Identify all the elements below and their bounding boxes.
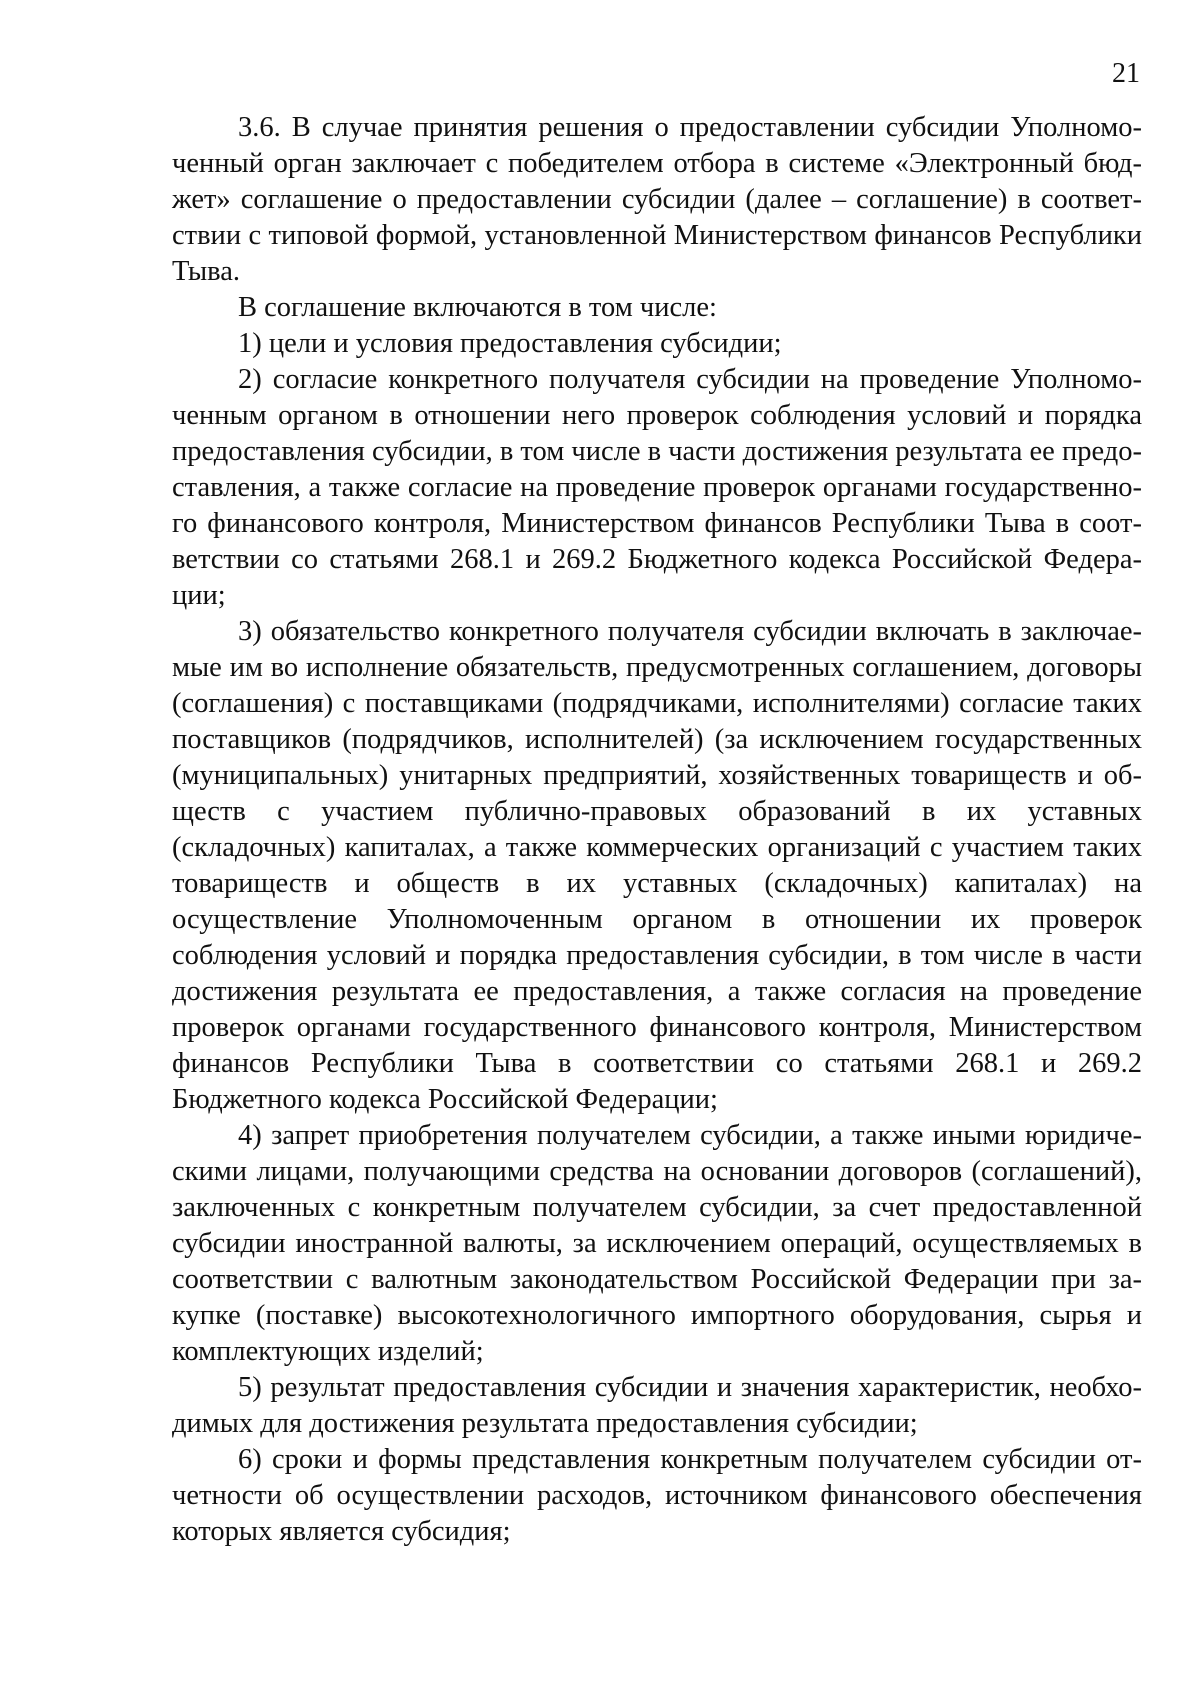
list-item-2: 2) согласие конкретного получателя субсидии на проведение Уполномоченным органом в отношении него проверок соблюдения условий и порядка предоставления субсидии, в том числе в части достижения результата ее предоставления, а также согласие на проведение проверок органами государственного финансового контроля, Министерством финансов Республики Тыва в соответствии со статьями 268.1 и 269.2 Бюджетного кодекса Российской Федерации; bbox=[172, 364, 1142, 611]
document-body bbox=[172, 110, 1142, 1550]
paragraph-3-6: 3.6. В случае принятия решения о предоставлении субсидии Уполномоченный орган заключает с победителем отбора в системе «Электронный бюджет» соглашение о предоставлении субсидии (далее – соглашение) в соответствии с типовой формой, установленной Министерством финансов Республики Тыва. bbox=[172, 112, 1142, 287]
page-number: 21 bbox=[1112, 58, 1140, 89]
list-item-3: 3) обязательство конкретного получателя субсидии включать в заключаемые им во исполнение обязательств, предусмотренных соглашением, договоры (соглашения) с поставщиками (подрядчиками, исполнителями) согласие таких поставщиков (подрядчиков, исполнителей) (за исключением государственных (муниципальных) унитарных предприятий, хозяйственных товариществ и обществ с участием публично-правовых образований в их уставных (складочных) капиталах, а также коммерческих организаций с участием таких товариществ и обществ в их уставных (складочных) капиталах) на осуществление Уполномоченным органом в отношении их проверок соблюдения условий и порядка предоставления субсидии, в том числе в части достижения результата ее предоставления, а также согласия на проведение проверок органами государственного финансового контроля, Министерством финансов Республики Тыва в соответствии со статьями 268.1 и 269.2 Бюджетного кодекса Российской Федерации; bbox=[172, 616, 1142, 1115]
list-item-1: 1) цели и условия предоставления субсидии; bbox=[238, 328, 782, 359]
list-item-4: 4) запрет приобретения получателем субсидии, а также иными юридическими лицами, получающими средства на основании договоров (соглашений), заключенных с конкретным получателем субсидии, за счет предоставленной субсидии иностранной валюты, за исключением операций, осуществляемых в соответствии с валютным законодательством Российской Федерации при закупке (поставке) высокотехнологичного импортного оборудования, сырья и комплектующих изделий; bbox=[172, 1120, 1142, 1367]
paragraph-agreement-includes: В соглашение включаются в том числе: bbox=[238, 292, 717, 323]
list-item-5: 5) результат предоставления субсидии и значения характеристик, необходимых для достижения результата предоставления субсидии; bbox=[172, 1372, 1142, 1439]
list-item-6: 6) сроки и формы представления конкретным получателем субсидии отчетности об осуществлении расходов, источником финансового обеспечения которых является субсидия; bbox=[172, 1444, 1142, 1547]
